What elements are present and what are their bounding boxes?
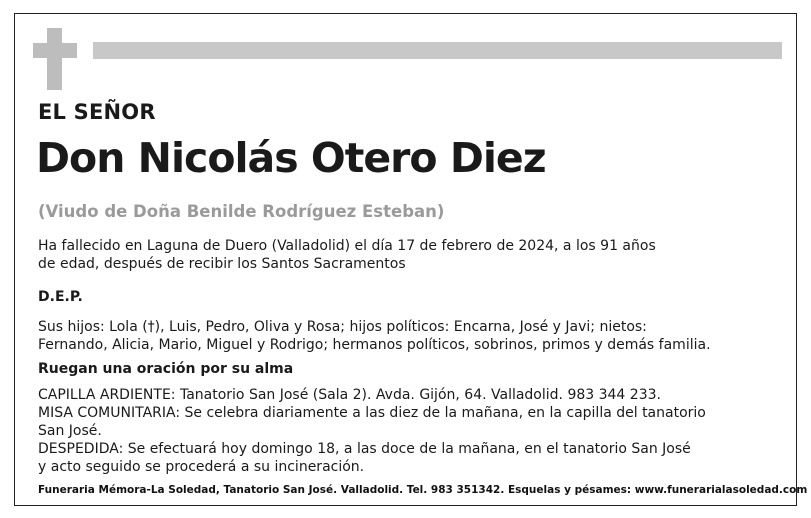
rip-label: D.E.P.	[38, 289, 83, 305]
footer-funeral-home: Funeraria Mémora-La Soledad, Tanatorio San José. Valladolid. Tel. 983 351342. Esquelas y pésames: www.funerarialasoledad.com	[38, 484, 808, 496]
family-line-2: Fernando, Alicia, Mario, Miguel y Rodrigo; hermanos políticos, sobrinos, primos y demás familia.	[38, 337, 711, 353]
honorific-heading: EL SEÑOR	[38, 100, 156, 124]
cross-icon	[33, 28, 77, 90]
family-line-1: Sus hijos: Lola (†), Luis, Pedro, Oliva y Rosa; hijos políticos: Encarna, José y Javi; nietos:	[38, 319, 647, 335]
obituary-card	[14, 13, 808, 506]
header-rule	[93, 42, 782, 59]
misa-line-2: San José.	[38, 423, 102, 439]
death-notice-line-2: de edad, después de recibir los Santos Sacramentos	[38, 256, 406, 272]
widow-note: (Viudo de Doña Benilde Rodríguez Esteban)	[38, 202, 445, 221]
deceased-name: Don Nicolás Otero Diez	[36, 134, 546, 182]
capilla-ardiente: CAPILLA ARDIENTE: Tanatorio San José (Sala 2). Avda. Gijón, 64. Valladolid. 983 344 233.	[38, 387, 661, 403]
despedida-line-1: DESPEDIDA: Se efectuará hoy domingo 18, a las doce de la mañana, en el tanatorio San José	[38, 441, 691, 457]
death-notice-line-1: Ha fallecido en Laguna de Duero (Valladolid) el día 17 de febrero de 2024, a los 91 años	[38, 238, 656, 254]
prayer-line: Ruegan una oración por su alma	[38, 361, 294, 377]
misa-line-1: MISA COMUNITARIA: Se celebra diariamente a las diez de la mañana, en la capilla del tanatorio	[38, 405, 706, 421]
despedida-line-2: y acto seguido se procederá a su incineración.	[38, 459, 365, 475]
